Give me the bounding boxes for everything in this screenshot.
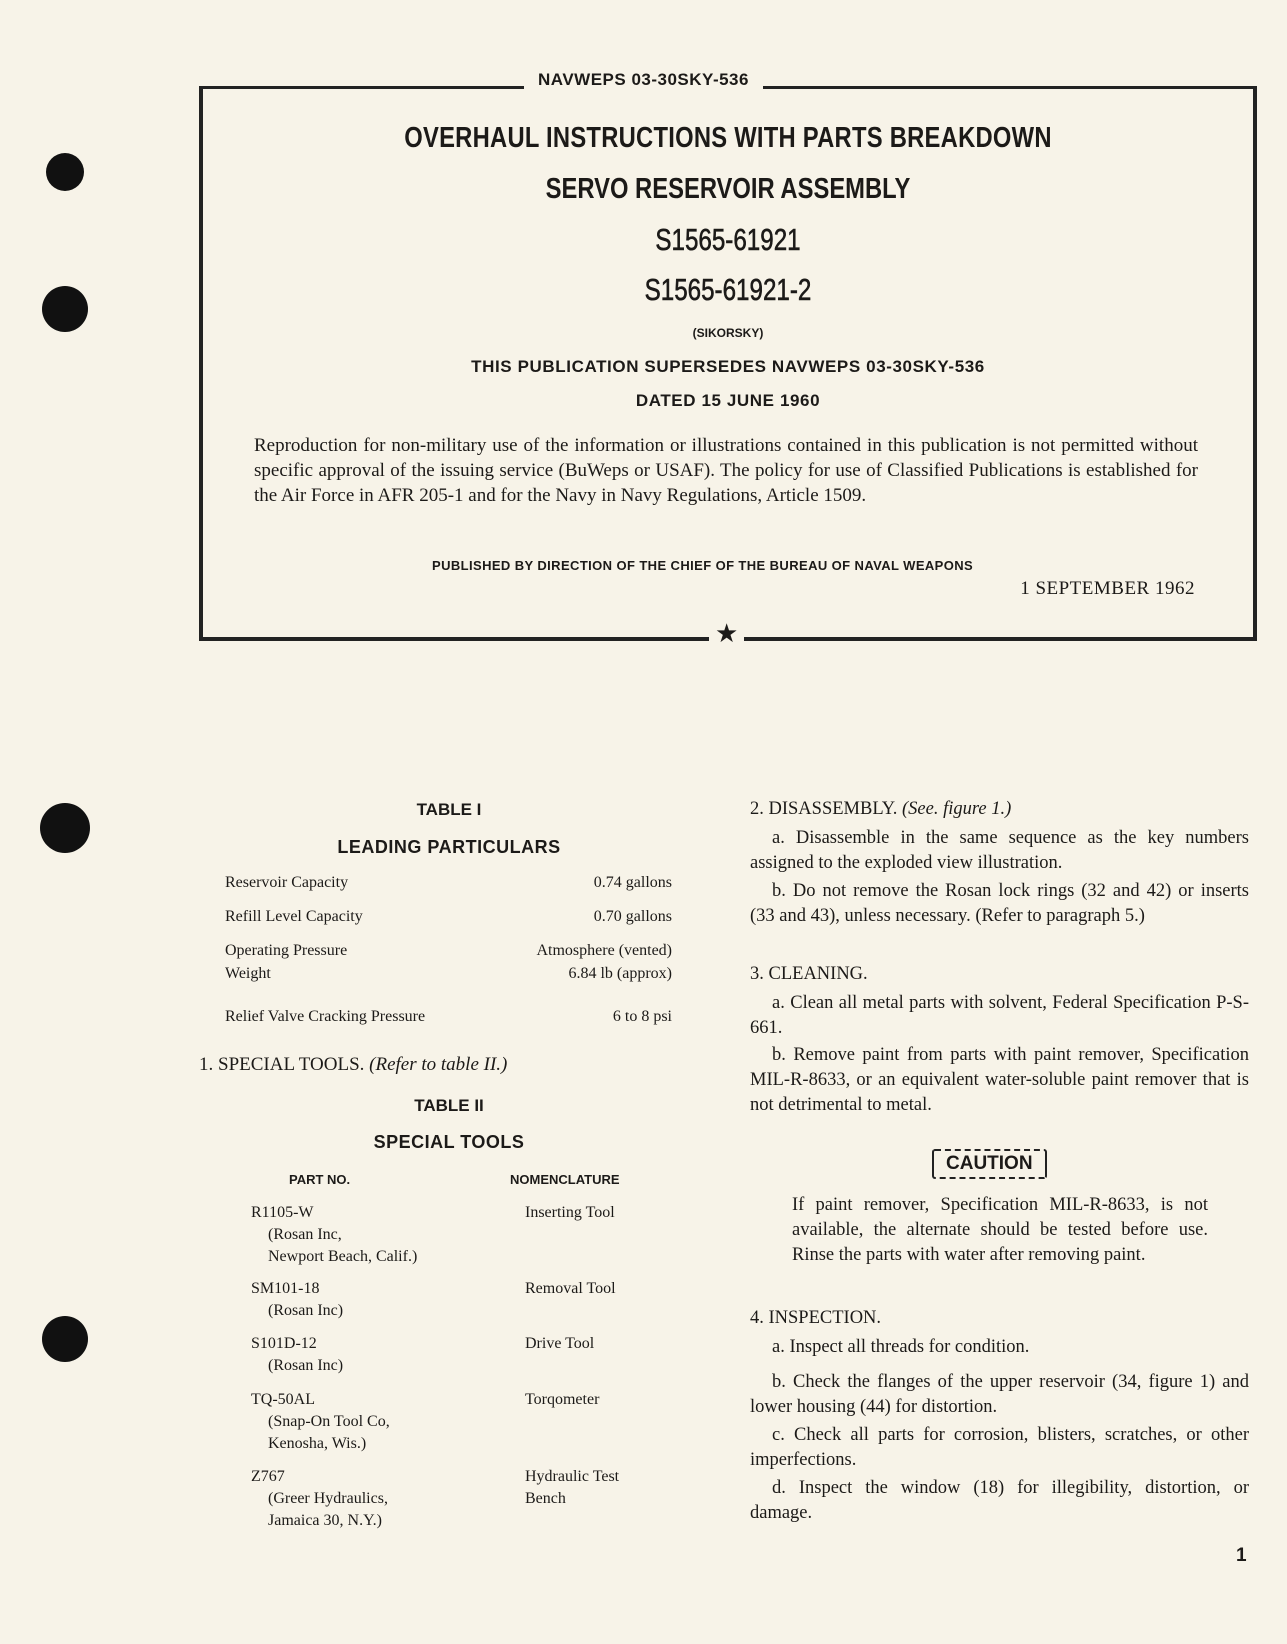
column-header-part-no: PART NO.: [289, 1172, 351, 1187]
section-2-item-b: b. Do not remove the Rosan lock rings (32 and 42) or inserts (33 and 43), unless necessary. (Refer to paragraph 5.): [750, 881, 1249, 926]
part-number: R1105-W: [251, 1204, 314, 1221]
part-source: (Snap-On Tool Co,: [268, 1413, 390, 1430]
table-row-value: 6.84 lb (approx): [568, 965, 672, 982]
part-number: SM101-18: [251, 1280, 320, 1297]
section-3-item-a: a. Clean all metal parts with solvent, Federal Specification P-S-661.: [750, 993, 1249, 1038]
section-4-item-d: d. Inspect the window (18) for illegibility, distortion, or damage.: [750, 1478, 1249, 1523]
part-source: Newport Beach, Calif.): [268, 1248, 418, 1265]
part-source: Jamaica 30, N.Y.): [268, 1512, 382, 1529]
reproduction-notice: Reproduction for non-military use of the information or illustrations contained in this publication is not permitted without specific approval of the issuing service (BuWeps or USAF). The policy for use of Classified Publications is established for the Air Force in AFR 205-1 and for the Navy in Navy Regulations, Article 1509.: [254, 435, 1198, 506]
nomenclature: Bench: [525, 1490, 566, 1507]
column-header-nomenclature: NOMENCLATURE: [510, 1172, 620, 1187]
section-3-item-b: b. Remove paint from parts with paint remover, Specification MIL-R-8633, or an equivalent water-soluble paint remover that is not detrimental to metal.: [750, 1045, 1249, 1115]
part-number: TQ-50AL: [251, 1391, 315, 1408]
published-by: PUBLISHED BY DIRECTION OF THE CHIEF OF THE BUREAU OF NAVAL WEAPONS: [432, 558, 974, 573]
title-line-1: OVERHAUL INSTRUCTIONS WITH PARTS BREAKDOWN: [404, 122, 1052, 154]
punch-hole: [42, 1316, 88, 1362]
table-row-label: Relief Valve Cracking Pressure: [225, 1008, 426, 1025]
title-line-2: SERVO RESERVOIR ASSEMBLY: [545, 173, 911, 205]
page-number: 1: [1236, 1545, 1247, 1566]
nomenclature: Torqometer: [525, 1391, 600, 1408]
part-source: (Rosan Inc,: [268, 1226, 342, 1243]
section-4-item-b: b. Check the flanges of the upper reservoir (34, figure 1) and lower housing (44) for distortion.: [750, 1372, 1249, 1417]
table-1-title: TABLE I: [416, 800, 482, 819]
table-row-value: 0.70 gallons: [593, 908, 672, 925]
part-source: Kenosha, Wis.): [268, 1435, 367, 1452]
nomenclature: Hydraulic Test: [525, 1468, 620, 1485]
punch-hole: [40, 803, 90, 853]
section-4-item-c: c. Check all parts for corrosion, blisters, scratches, or other imperfections.: [750, 1425, 1249, 1470]
table-row-value: Atmosphere (vented): [536, 942, 672, 959]
section-heading: 2. DISASSEMBLY.: [750, 799, 898, 819]
table-1-subtitle: LEADING PARTICULARS: [337, 837, 561, 857]
table-2-title: TABLE II: [414, 1096, 484, 1115]
nomenclature: Drive Tool: [525, 1335, 595, 1352]
section-4-heading: 4. INSPECTION.: [750, 1308, 882, 1328]
publication-date: 1 SEPTEMBER 1962: [1020, 578, 1195, 599]
punch-hole: [42, 286, 88, 332]
manufacturer: (SIKORSKY): [692, 326, 764, 340]
table-row-label: Operating Pressure: [225, 942, 348, 959]
part-source: (Rosan Inc): [268, 1302, 344, 1319]
table-row-value: 6 to 8 psi: [612, 1008, 672, 1025]
part-number-1: S1565-61921: [655, 222, 801, 257]
caution-label: CAUTION: [932, 1149, 1047, 1179]
table-row-label: Refill Level Capacity: [225, 908, 363, 925]
punch-hole: [46, 153, 84, 191]
nomenclature: Inserting Tool: [525, 1204, 615, 1221]
section-3-heading: 3. CLEANING.: [750, 964, 868, 984]
section-2-item-a: a. Disassemble in the same sequence as the key numbers assigned to the exploded view illustration.: [750, 828, 1249, 873]
section-2-heading: [750, 797, 1249, 822]
table-2-subtitle: SPECIAL TOOLS: [373, 1132, 525, 1152]
table-row-label: Weight: [225, 965, 271, 982]
document-number-header: NAVWEPS 03-30SKY-536: [0, 70, 1287, 90]
table-row-label: Reservoir Capacity: [225, 874, 349, 891]
supersedes-note: THIS PUBLICATION SUPERSEDES NAVWEPS 03-30SKY-536: [471, 357, 985, 376]
section-4-item-a: a. Inspect all threads for condition.: [772, 1337, 1030, 1357]
part-source: (Rosan Inc): [268, 1357, 344, 1374]
part-number: S101D-12: [251, 1335, 317, 1352]
part-number-2: S1565-61921-2: [644, 272, 812, 307]
section-reference: (Refer to table II.): [369, 1054, 508, 1075]
part-source: (Greer Hydraulics,: [268, 1490, 388, 1507]
table-row-value: 0.74 gallons: [593, 874, 672, 891]
star-icon: ★: [709, 620, 744, 648]
section-heading: 1. SPECIAL TOOLS.: [199, 1054, 365, 1075]
dated-note: DATED 15 JUNE 1960: [635, 391, 821, 410]
part-number: Z767: [251, 1468, 285, 1485]
nomenclature: Removal Tool: [525, 1280, 616, 1297]
section-reference: (See. figure 1.): [902, 799, 1012, 819]
caution-text: If paint remover, Specification MIL-R-8633, is not available, the alternate should be tested before use. Rinse the parts with water after removing paint.: [792, 1195, 1208, 1265]
section-1-heading: [199, 1053, 507, 1077]
